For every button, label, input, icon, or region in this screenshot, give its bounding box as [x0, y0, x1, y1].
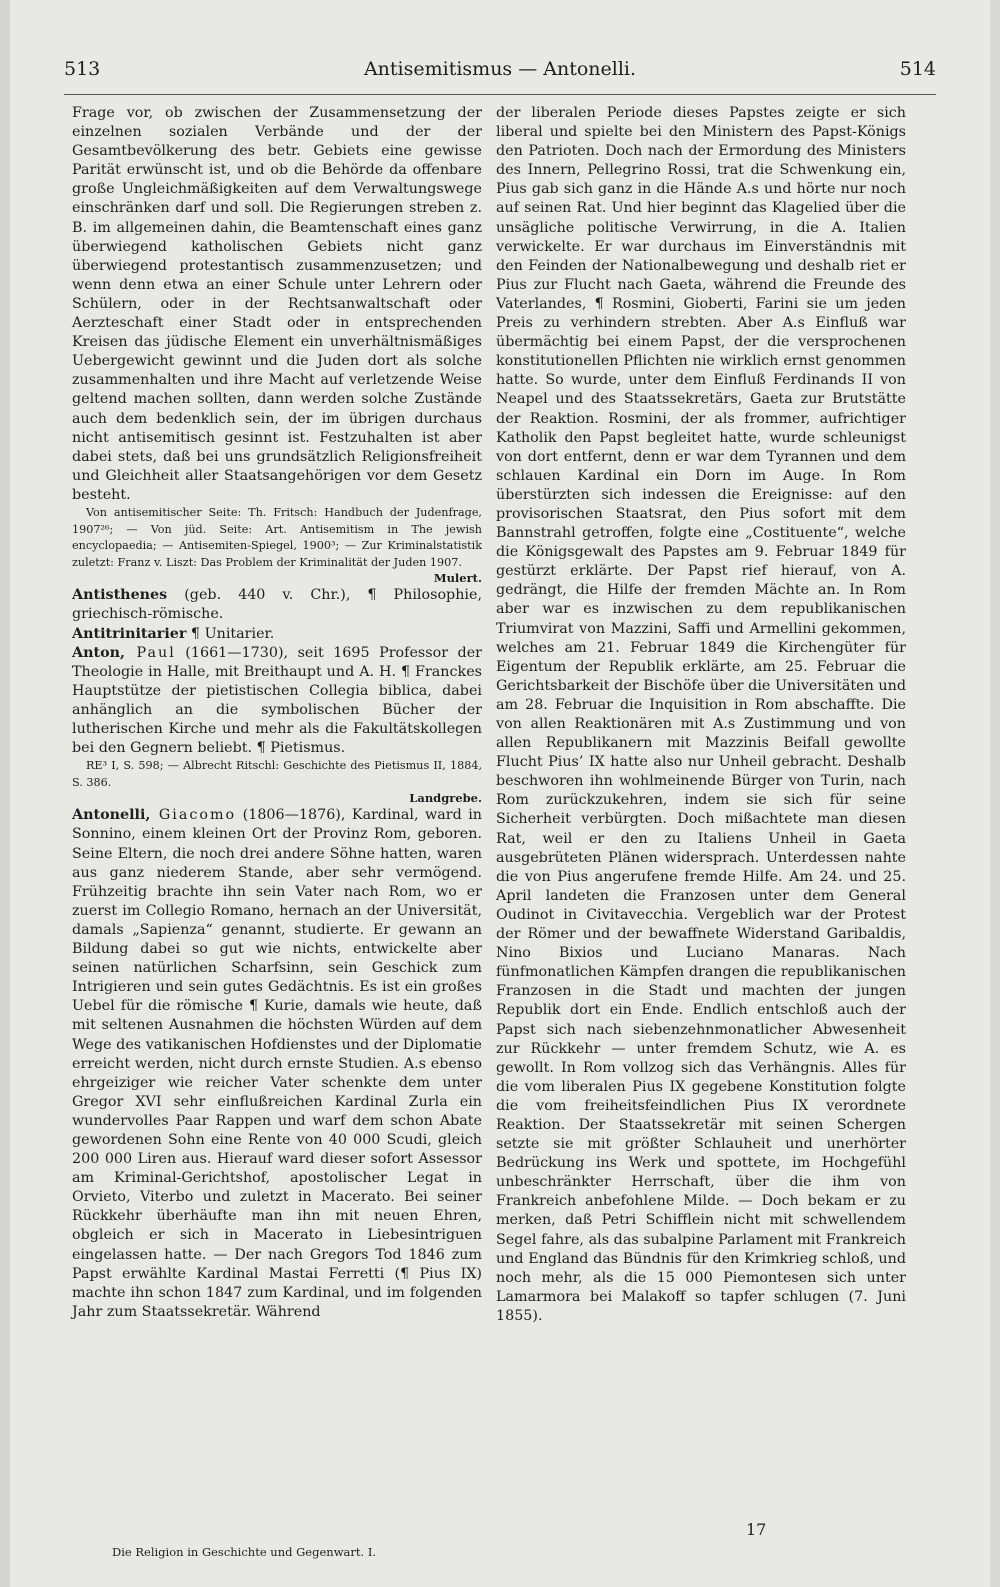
author-signature-mulert: Mulert. — [433, 571, 482, 586]
literature-anton: RE³ I, S. 598; — Albrecht Ritschl: Geschichte des Pietismus II, 1884, S. 386. — [72, 759, 482, 789]
entry-antisthenes-text: (geb. 440 v. Chr.), ¶ Philosophie, griechisch-römische. — [72, 587, 482, 623]
right-column — [496, 104, 906, 1326]
page-number-right: 514 — [899, 58, 936, 80]
entry-antonelli-continued: der liberalen Periode dieses Papstes zeigte er sich liberal und spielte bei den Ministern des Papst-Königs den Patrioten. Doch nach der Ermordung des Ministers des Innern, Pellegrino Rossi, trat die Schwenkung ein, Pius gab sich ganz in die Hände A.s und hörte nur noch auf seinen Rat. Und hier beginnt das Klagelied über die unsägliche politische Verwirrung, in die A. Italien verwickelte. Er war durchaus im Einverständnis mit den Feinden der Nationalbewegung und deshalb riet er Pius zur Flucht nach Gaeta, während die Freunde des Vaterlandes, ¶ Rosmini, Gioberti, Farini sie um jeden Preis zu verhindern strebten. Aber A.s Einfluß war übermächtig bei einem Papst, der die versprochenen konstitutionellen Pflichten nie wirklich ernst genommen hatte. So wurde, unter dem Einfluß Ferdinands II von Neapel und des Staatssekretärs, Gaeta zur Brutstätte der Reaktion. Rosmini, der als frommer, aufrichtiger Katholik den Papst begleitet hatte, wurde schleunigst von dort entfernt, denn er war dem Tyrannen und dem schlauen Kardinal ein Dorn im Auge. In Rom überstürzten sich indessen die Ereignisse: auf den provisorischen Staatsrat, den Pius sofort mit dem Bannstrahl getroffen, folgte eine „Costituente“, welche die Königsgewalt des Papstes am 9. Februar 1849 für gestürzt erklärte. Der Papst rief hierauf, von A. gedrängt, die Hilfe der fremden Mächte an. In Rom aber war es inzwischen zu dem republikanischen Triumvirat von Mazzini, Saffi und Armellini gekommen, welches am 21. Februar 1849 die Kirchengüter für Eigentum der Republik erklärte, am 25. Februar die Gerichtsbarkeit der Bischöfe über die Universitäten und am 28. Februar die Inquisition in Rom abschaffte. Die von allen Reaktionären mit A.s Zustimmung und von allen Republikanern mit Mazzinis Beifall gewollte Flucht Pius’ IX hatte also nur Unheil gebracht. Deshalb beschworen ihn wohlmeinende Bürger von Turin, nach Rom zurückzukehren, indem sie sich für seine Sicherheit verbürgten. Doch mißachtete man diesen Rat, weil er den zu Italiens Unheil in Gaeta ausgebrüteten Plänen widersprach. Unterdessen nahte die von Pius angerufene fremde Hilfe. Am 24. und 25. April landeten die Franzosen unter dem General Oudinot in Civitavecchia. Vergeblich war der Protest der Römer und der bewaffnete Widerstand Garibaldis, Nino Bixios und Luciano Manaras. Nach fünfmonatlichen Kämpfen drangen die republikanischen Franzosen in die Stadt und machten der jungen Republik dort ein Ende. Endlich entschloß auch der Papst sich nach siebenzehnmonatlicher Abwesenheit zur Rückkehr — unter fremdem Schutz, wie A. es gewollt. In Rom vollzog sich das Verhängnis. Alles für die vom liberalen Pius IX gegebene Konstitution folgte die vom freiheitsfeindlichen Pius IX verordnete Reaktion. Der Staatssekretär mit seinen Schergen setzte sie mit größter Schlauheit und unerhörter Bedrückung ins Werk und spottete, im Hochgefühl unbeschränkter Herrschaft, über die ihm von Frankreich anbefohlene Milde. — Doch bekam er zu merken, daß Petri Schifflein nicht mit schwellendem Segel fahre, als das subalpine Parlament mit Frankreich und England das Bündnis für den Krimkrieg schloß, und noch mehr, als die 15 000 Piemontesen sich unter Lamarmora bei Malakoff so tapfer schlugen (7. Juni 1855). — [496, 105, 906, 1324]
entry-antisthenes — [72, 586, 482, 624]
running-header — [64, 58, 936, 88]
headword-antonelli: Antonelli, — [72, 807, 151, 824]
left-column — [72, 104, 482, 1322]
entry-antonelli-text: (1806—1876), Kardinal, ward in Sonnino, einem kleinen Ort der Provinz Rom, geboren. Seine Eltern, die noch drei andere Söhne hatten, waren aus ganz niederem Stande, aber sehr vermögend. Frühzeitig brachte ihn sein Vater nach Rom, wo er zuerst im Collegio Romano, hernach an der Universität, damals „Sapienza“ genannt, studierte. Er gewann an Bildung dabei so gut wie nichts, entwickelte aber seinen natürlichen Scharfsinn, sein Geschick zum Intrigieren und sein gutes Gedächtnis. Es ist ein großes Uebel für die römische ¶ Kurie, damals wie heute, daß mit seltenen Ausnahmen die höchsten Würden auf dem Wege des vatikanischen Hofdienstes und der Diplomatie erreicht werden, nicht durch ernste Studien. A.s ebenso ehrgeiziger wie reicher Vater schenkte dem unter Gregor XVI sehr einflußreichen Kardinal Zurla ein wundervolles Paar Rappen und warf dem schon Abate gewordenen Sohn eine Rente von 40 000 Scudi, gleich 200 000 Liren aus. Hierauf ward dieser sofort Assessor am Kriminal-Gerichtshof, apostolischer Legat in Orvieto, Viterbo und zuletzt in Macerato. Bei seiner Rückkehr überhäufte man ihn mit neuen Ehren, obgleich er sich in Macerato in Liebesintriguen eingelassen hatte. — Der nach Gregors Tod 1846 zum Papst erwählte Kardinal Mastai Ferretti (¶ Pius IX) machte ihn schon 1847 zum Kardinal, und im folgenden Jahr zum Staatssekretär. Während — [72, 807, 482, 1320]
paragraph-antisemitismus-end: Frage vor, ob zwischen der Zusammensetzung der einzelnen sozialen Verbände und der der Gesamtbevölkerung des betr. Gebiets eine gewisse Parität erwünscht ist, und ob die Behörde da offenbare große Ungleichmäßigkeiten auf dem Verwaltungswege einschränken darf und soll. Die Regierungen streben z. B. im allgemeinen dahin, die Beamtenschaft eines ganz überwiegend katholischen Gebiets nicht ganz überwiegend protestantisch zusammenzusetzen; und wenn denn etwa an einer Schule unter Lehrern oder Schülern, oder in der Rechtsanwaltschaft oder Aerzteschaft einer Stadt oder in entsprechenden Kreisen das jüdische Element ein unverhältnismäßiges Uebergewicht gewinnt und die Juden dort als solche zusammenhalten und ihre Macht auf verletzende Weise geltend machen sollten, dann werden solche Zustände auch dem bedenklich sein, der im übrigen durchaus nicht antisemitisch gesinnt ist. Festzuhalten ist aber dabei stets, daß bei uns grundsätzlich Religionsfreiheit und Gleichheit aller Staatsangehörigen vor dem Gesetz besteht. — [72, 105, 482, 503]
anton-forename: Paul — [125, 644, 176, 661]
headword-anton: Anton, — [72, 644, 125, 661]
entry-antonelli — [72, 806, 482, 1322]
entry-anton-text: (1661—1730), seit 1695 Professor der Theologie in Halle, mit Breithaupt und A. H. ¶ Franckes Hauptstütze der pietistischen Collegia biblica, dabei anhänglich an die symbolischen Bücher der lutherischen Kirche und mehr als die Fakultätskollegen bei den Gegnern beliebt. ¶ Pietismus. — [72, 644, 482, 757]
page-number-left: 513 — [64, 58, 101, 80]
literature-antisemitismus: Von antisemitischer Seite: Th. Fritsch: Handbuch der Judenfrage, 1907²⁶; — Von jüd. Seite: Art. Antisemitism in The jewish encyclopaedia; — Antisemiten-Spiegel, 1900³; — Zur Kriminalstatistik zuletzt: Franz v. Liszt: Das Problem der Kriminalität der Juden 1907. — [72, 505, 482, 569]
headword-antisthenes: Antisthenes — [72, 587, 168, 604]
entry-anton — [72, 644, 482, 759]
headword-antitrinitarier: Antitrinitarier — [72, 625, 187, 642]
running-title: Antisemitismus — Antonelli. — [363, 58, 637, 80]
entry-antitrinitarier-text: ¶ Unitarier. — [186, 625, 275, 642]
author-signature-landgrebe: Landgrebe. — [409, 791, 482, 806]
header-rule — [64, 94, 936, 95]
antonelli-forename: Giacomo — [150, 807, 237, 824]
series-footer: Die Religion in Geschichte und Gegenwart. I. — [112, 1545, 377, 1559]
entry-antitrinitarier — [72, 625, 482, 644]
sheet-signature: 17 — [746, 1520, 767, 1539]
